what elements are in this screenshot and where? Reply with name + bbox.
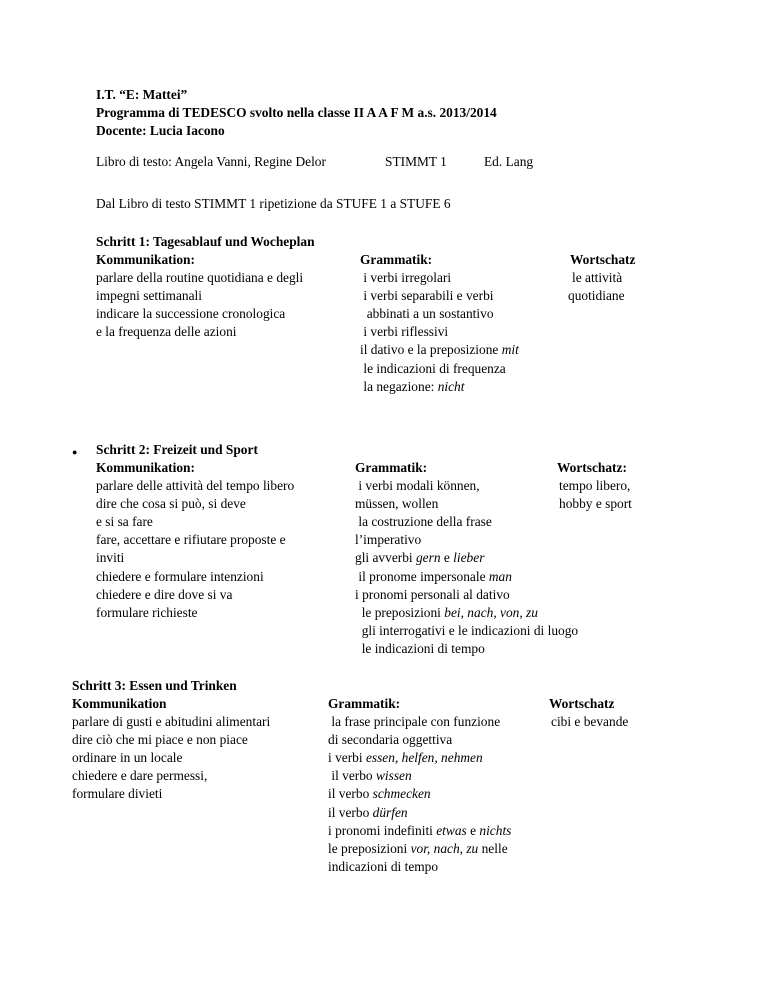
schritt3-title: Schritt 3: Essen und Trinken — [72, 678, 237, 693]
schritt2-gram-item: l’imperativo — [355, 532, 422, 548]
schritt3-wort-heading: Wortschatz — [549, 696, 615, 711]
schritt2-komm-item: inviti — [96, 550, 125, 566]
schritt1-gram-item: i verbi separabili e verbi — [360, 288, 494, 304]
teacher-name: Docente: Lucia Iacono — [96, 123, 225, 138]
schritt1-gram-item: il dativo e la preposizione mit — [360, 342, 519, 358]
textbook-publisher: Ed. Lang — [484, 154, 534, 169]
schritt2-gram-item: il pronome impersonale man — [355, 568, 512, 584]
schritt1-gram-heading: Grammatik: — [360, 252, 433, 267]
schritt3-komm-heading: Kommunikation — [72, 696, 167, 711]
schritt3-gram-item: il verbo dürfen — [328, 804, 408, 820]
schritt2-gram-item: le preposizioni bei, nach, von, zu — [355, 604, 538, 620]
schritt2-komm-item: e si sa fare — [96, 514, 153, 530]
textbook-title: STIMMT 1 — [385, 154, 447, 169]
textbook-authors: Libro di testo: Angela Vanni, Regine Delor — [96, 154, 326, 169]
schritt3-gram-item: indicazioni di tempo — [328, 858, 439, 874]
schritt2-title: Schritt 2: Freizeit und Sport — [96, 442, 258, 457]
intro-line: Dal Libro di testo STIMMT 1 ripetizione da STUFE 1 a STUFE 6 — [96, 196, 451, 211]
schritt2-komm-item: chiedere e dire dove si va — [96, 586, 233, 602]
schritt2-komm-heading: Kommunikation: — [96, 460, 195, 475]
schritt3-komm-item: parlare di gusti e abitudini alimentari — [72, 714, 271, 730]
schritt1-wort-item: le attività — [572, 270, 623, 286]
schritt3-kommunikation — [72, 695, 270, 804]
program-title: Programma di TEDESCO svolto nella classe II A A F M a.s. 2013/2014 — [96, 105, 497, 120]
schritt3-komm-item: chiedere e dare permessi, — [72, 768, 208, 784]
schritt1-kommunikation — [96, 251, 303, 341]
schritt1-komm-item: impegni settimanali — [96, 288, 202, 304]
schritt1-komm-item: parlare della routine quotidiana e degli — [96, 270, 304, 286]
schritt2-komm-item: formulare richieste — [96, 604, 198, 620]
schritt3-komm-item: dire ciò che mi piace e non piace — [72, 732, 248, 748]
schritt3-komm-item: ordinare in un locale — [72, 750, 183, 766]
schritt2-gram-item: gli avverbi gern e lieber — [355, 550, 485, 566]
schritt2-komm-item: parlare delle attività del tempo libero — [96, 478, 295, 494]
schritt1-title: Schritt 1: Tagesablauf und Wocheplan — [96, 234, 315, 249]
schritt2-wort-item: hobby e sport — [559, 496, 632, 512]
schritt1-wort-heading: Wortschatz — [570, 252, 636, 267]
schritt1-komm-heading: Kommunikation: — [96, 252, 195, 267]
schritt2-grammatik — [355, 459, 578, 658]
schritt1-gram-item: la negazione: nicht — [360, 378, 465, 394]
schritt2-kommunikation — [96, 459, 294, 622]
schritt2-wort-item: tempo libero, — [559, 478, 631, 494]
schritt3-gram-item: i pronomi indefiniti etwas e nichts — [328, 822, 512, 838]
schritt3-grammatik — [328, 695, 511, 876]
schritt1-komm-item: indicare la successione cronologica — [96, 306, 286, 322]
schritt2-wortschatz — [557, 459, 632, 513]
schritt2-wort-heading: Wortschatz: — [557, 460, 627, 475]
schritt1-gram-item: abbinati a un sostantivo — [360, 306, 494, 322]
schritt1-gram-item: i verbi riflessivi — [360, 324, 449, 340]
schritt2-gram-item: gli interrogativi e le indicazioni di luogo — [355, 622, 579, 638]
schritt1-wort-item: quotidiane — [568, 288, 625, 304]
schritt3-gram-item: la frase principale con funzione — [328, 714, 501, 730]
schritt1-komm-item: e la frequenza delle azioni — [96, 324, 237, 340]
schritt2-gram-item: müssen, wollen — [355, 496, 439, 512]
schritt3-gram-item: il verbo wissen — [328, 768, 412, 784]
schritt1-grammatik — [360, 251, 519, 396]
schritt1-gram-item: i verbi irregolari — [360, 270, 452, 286]
schritt2-gram-item: i verbi modali können, — [355, 478, 480, 494]
schritt3-gram-item: il verbo schmecken — [328, 786, 431, 802]
schritt3-gram-item: di secondaria oggettiva — [328, 732, 453, 748]
schritt2-komm-item: fare, accettare e rifiutare proposte e — [96, 532, 286, 548]
schritt2-gram-item: le indicazioni di tempo — [355, 640, 485, 656]
schritt2-gram-item: i pronomi personali al dativo — [355, 586, 510, 602]
schritt3-gram-heading: Grammatik: — [328, 696, 401, 711]
bullet-icon: ● — [72, 447, 78, 457]
schritt2-gram-heading: Grammatik: — [355, 460, 428, 475]
schritt3-gram-item: i verbi essen, helfen, nehmen — [328, 750, 483, 766]
schritt2-gram-item: la costruzione della frase — [355, 514, 492, 530]
schritt3-gram-item: le preposizioni vor, nach, zu nelle — [328, 840, 508, 856]
schritt2-komm-item: dire che cosa si può, si deve — [96, 496, 246, 512]
schritt2-komm-item: chiedere e formulare intenzioni — [96, 568, 264, 584]
schritt3-wortschatz — [549, 695, 628, 731]
schritt1-gram-item: le indicazioni di frequenza — [360, 360, 506, 376]
school-name: I.T. “E: Mattei” — [96, 87, 188, 102]
schritt3-wort-item: cibi e bevande — [551, 714, 629, 730]
schritt3-komm-item: formulare divieti — [72, 786, 163, 802]
schritt1-wortschatz — [568, 251, 635, 305]
